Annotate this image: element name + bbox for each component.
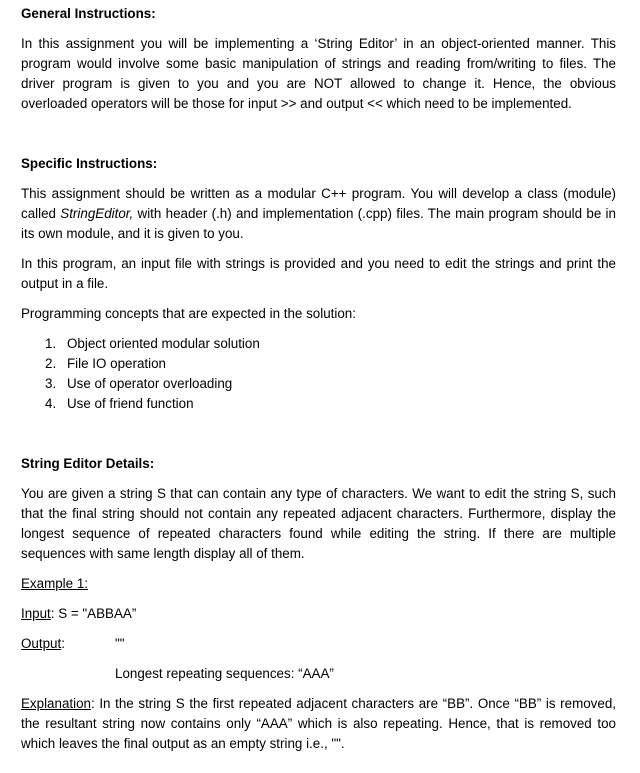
list-item (45, 394, 616, 414)
input-value: : S = "ABBAA” (50, 606, 137, 621)
example-title: Example 1: (21, 576, 88, 591)
list-number: 4. (45, 396, 57, 411)
list-number: 1. (45, 336, 57, 351)
list-item (45, 354, 616, 374)
concepts-list (21, 334, 616, 414)
list-text: Use of operator overloading (67, 376, 233, 391)
list-text: File IO operation (67, 356, 166, 371)
output-colon: : (61, 636, 65, 651)
list-number: 2. (45, 356, 57, 371)
string-editor-details-heading: String Editor Details: (21, 456, 155, 471)
explanation-text: : In the string S the first repeated adjacent characters are “BB”. Once “BB” is removed, the resultant string now contains only “AAA” which is also repeating. Hence, that is removed too which leaves the final output as an empty string i.e., "". (21, 696, 616, 751)
output-label: Output (21, 636, 62, 651)
list-item (45, 374, 616, 394)
list-item (45, 334, 616, 354)
specific-instructions-paragraph-2: In this program, an input file with strings is provided and you need to edit the strings and print the output in a file. (21, 256, 616, 291)
example-input-line (21, 604, 616, 624)
longest-sequence-line: Longest repeating sequences: “AAA” (115, 666, 334, 681)
example-output-line (21, 634, 616, 654)
specific-instructions-paragraph-3: Programming concepts that are expected in the solution: (21, 306, 356, 321)
list-text: Object oriented modular solution (67, 336, 260, 351)
list-number: 3. (45, 376, 57, 391)
specific-instructions-heading: Specific Instructions: (21, 156, 158, 171)
explanation-label: Explanation (21, 696, 91, 711)
output-label-wrap (21, 634, 115, 654)
string-editor-details-paragraph: You are given a string S that can contain any type of characters. We want to edit the string S, such that the final string should not contain any repeated adjacent characters. Furthermore, display the longest sequence of repeated characters found while editing the string. If there are multiple sequences with same length display all of them. (21, 486, 616, 561)
list-text: Use of friend function (67, 396, 194, 411)
general-instructions-paragraph: In this assignment you will be implementing a ‘String Editor’ in an object-oriented manner. This program would involve some basic manipulation of strings and reading from/writing to files. The driver program is given to you and you are NOT allowed to change it. Hence, the obvious overloaded operators will be those for input >> and output << which need to be implemented. (21, 36, 616, 111)
general-instructions-heading: General Instructions: (21, 6, 156, 21)
paragraph-text: This assignment should be written as a modular C++ program. You will develop a class (module) called (21, 186, 616, 221)
explanation-paragraph (21, 694, 616, 754)
class-name-italic: StringEditor, (60, 206, 134, 221)
specific-instructions-paragraph-1 (21, 184, 616, 244)
output-value: "" (115, 636, 125, 651)
paragraph-text: with header (.h) and implementation (.cpp) files. The main program should be in its own module, and it is given to you. (21, 206, 616, 241)
input-label: Input (21, 606, 51, 621)
